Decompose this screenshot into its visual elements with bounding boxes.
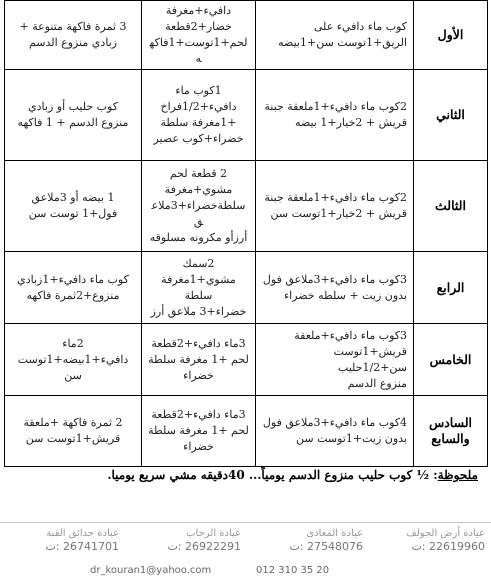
table-row: [5, 1, 488, 70]
cell-line: 2 قطعة لحم: [169, 167, 228, 180]
cell-line: زبادي منزوع الدسم: [28, 36, 118, 49]
cell-line: قريش + 2خيار+1توست سن: [270, 207, 407, 220]
dinner-cell: [5, 1, 142, 70]
note: [8, 468, 478, 482]
cell-line: 1 بيضه أو 3ملاعق: [31, 191, 115, 204]
cell-line: السادس والسابع: [428, 415, 473, 446]
cell-line: 1كوب ماء: [175, 84, 222, 97]
cell-line: الريق+1توست سن+1بيضه: [278, 36, 407, 49]
cell-line: خضراء+3 ملاعق أرز: [150, 304, 247, 318]
cell-line: 3ماء دافيء+2قطعة: [151, 408, 246, 421]
lunch-cell: [142, 1, 256, 70]
day-cell: [414, 1, 488, 70]
clinic-phone: 26741701 :ت: [45, 540, 119, 553]
clinic-name: عيادة حدائق القبة: [46, 528, 119, 539]
cell-line: الرابع: [436, 279, 465, 295]
cell-line: 2سمك مشوي+1مغرفة: [161, 256, 236, 286]
clinic-phone: 22619960 :ت: [411, 540, 485, 553]
cell-line: قريش+1توست سن: [25, 432, 121, 445]
clinic-name: عيادة المعادى: [306, 528, 363, 539]
cell-line: كوب ماء دافيء+1زبادي: [17, 272, 129, 286]
lunch-cell: [142, 396, 256, 467]
breakfast-cell: [256, 1, 414, 70]
breakfast-cell: [256, 324, 414, 396]
day-cell: [414, 324, 488, 396]
cell-line: كوب حليب أو زبادي: [28, 100, 118, 113]
breakfast-cell: [256, 396, 414, 467]
cell-line: 4كوب ماء دافيء+3ملاعق فول: [262, 416, 407, 429]
day-cell: [414, 396, 488, 467]
table-row: [5, 252, 488, 324]
breakfast-cell: [256, 70, 414, 161]
cell-line: قريش+1توست سن+1/2حليب: [333, 344, 407, 374]
clinic-name: عيادة أرض الجولف: [406, 528, 485, 539]
breakfast-cell: [256, 252, 414, 324]
cell-line: فول+1 توست سن: [28, 207, 118, 220]
cell-line: الخامس: [429, 351, 472, 367]
cell-line: مشوي+مغرفة: [164, 183, 233, 196]
cell-line: الثالث: [435, 198, 466, 213]
meal-plan-table: [4, 0, 488, 467]
cell-line: خضراء: [183, 368, 214, 382]
cell-line: قريش + 2خيار+1 بيضه: [295, 116, 407, 129]
dinner-cell: [5, 70, 142, 161]
cell-line: لحم +1 مغرفة سلطة: [148, 352, 249, 366]
cell-line: دافيء+مغرفة: [165, 4, 232, 17]
mobile-number: 012 310 35 20: [256, 565, 330, 576]
note-text: : ½ كوب حليب منزوع الدسم يومياً... 40دقيقه مشي سريع يوميا.: [107, 468, 438, 482]
dinner-cell: [5, 252, 142, 324]
clinic-maadi: [245, 527, 363, 553]
cell-line: أرزأو مكرونه مسلوقه: [149, 231, 248, 244]
cell-line: 2كوب ماء دافيء+1ملعقة جبنة: [264, 100, 407, 113]
breakfast-cell: [256, 161, 414, 252]
cell-line: خضار+2قطعة: [165, 20, 232, 33]
dinner-cell: [5, 161, 142, 252]
cell-line: +1مغرفة سلطة: [160, 116, 237, 129]
cell-line: 3كوب ماء دافيء+ملعقة: [294, 328, 407, 342]
clinic-phone: 27548076 :ت: [289, 540, 363, 553]
cell-line: الأول: [437, 27, 464, 42]
cell-line: 3 ثمرة فاكهة متنوعة +: [19, 20, 127, 33]
day-cell: [414, 161, 488, 252]
cell-line: 2ماء: [62, 336, 84, 350]
cell-line: خضراء+كوب عصير: [153, 132, 244, 145]
table-row: [5, 396, 488, 467]
dinner-cell: [5, 396, 142, 467]
cell-line: منزوع الدسم + 1 فاكهه: [17, 116, 129, 129]
cell-line: دافيء+1/2فراخ: [160, 100, 237, 113]
day-cell: [414, 70, 488, 161]
cell-line: دافيء+1بيضه+1توست سن: [17, 352, 129, 382]
cell-line: منزوع+2ثمرة فاكهه: [26, 288, 120, 302]
cell-line: سلطةخضراء+3ملاعق: [151, 199, 246, 228]
lunch-cell: [142, 324, 256, 396]
day-cell: [414, 252, 488, 324]
cell-line: 2كوب ماء دافيء+1ملعقة جبنة: [264, 191, 407, 204]
clinic-name: عيادة الرحاب: [186, 528, 241, 539]
cell-line: 3ماء دافيء+2قطعة: [151, 336, 246, 350]
clinic-golf: [367, 527, 485, 553]
email-link[interactable]: dr_kouran1@yahoo.com: [90, 565, 212, 576]
cell-line: لحم +1 مغرفة سلطة: [148, 424, 249, 437]
cell-line: سلطة: [184, 288, 213, 302]
cell-line: منزوع الدسم: [347, 376, 407, 390]
footer: [0, 522, 491, 576]
clinic-kobba: [1, 527, 119, 553]
cell-line: بدون زيت + سلطه خضراء: [283, 288, 407, 302]
dinner-cell: [5, 324, 142, 396]
cell-line: 3كوب ماء دافيء+3ملاعق فول: [262, 272, 407, 286]
lunch-cell: [142, 70, 256, 161]
cell-line: الثاني: [436, 107, 465, 122]
cell-line: كوب ماء دافيء على: [313, 20, 407, 33]
table-row: [5, 161, 488, 252]
lunch-cell: [142, 161, 256, 252]
clinic-phone: 26922291 :ت: [167, 540, 241, 553]
note-label: ملحوظة: [437, 468, 478, 482]
cell-line: خضراء: [183, 440, 214, 453]
table-row: [5, 324, 488, 396]
cell-line: بدون زيت+1توست سن: [296, 432, 407, 445]
table-row: [5, 70, 488, 161]
lunch-cell: [142, 252, 256, 324]
cell-line: لحم+1توست+1فاكهه: [149, 36, 248, 65]
cell-line: 2 ثمرة فاكهة +ملعقة: [23, 416, 123, 429]
clinic-rehab: [123, 527, 241, 553]
